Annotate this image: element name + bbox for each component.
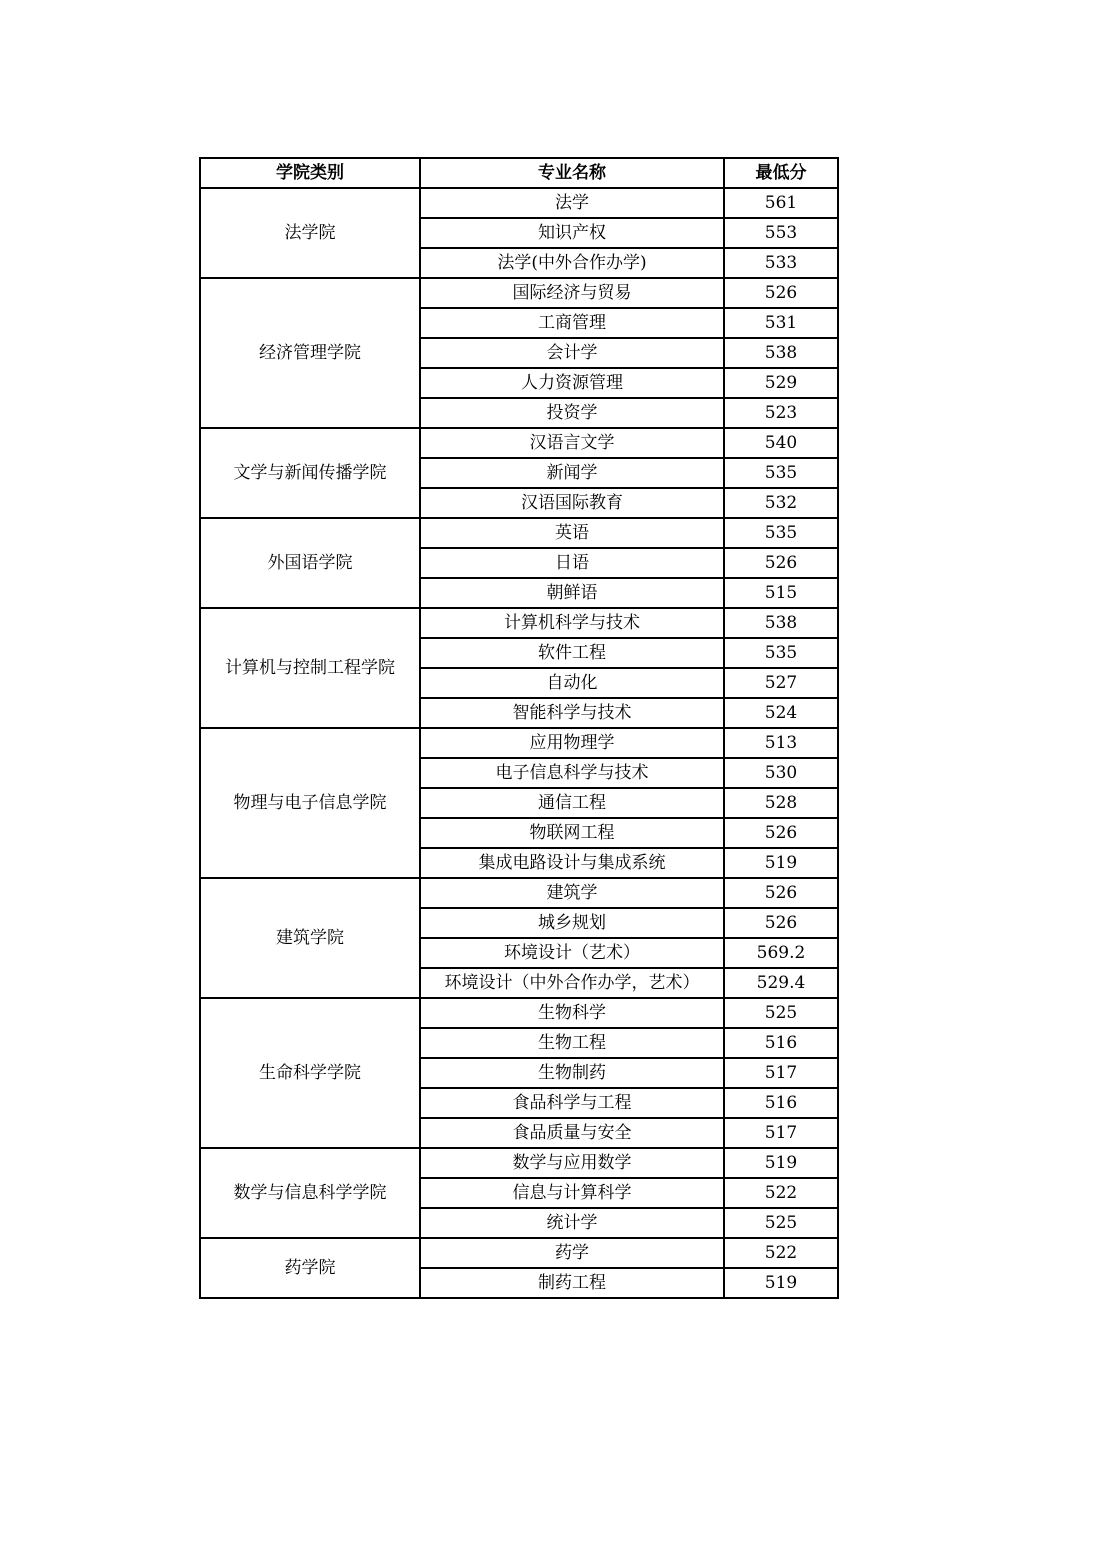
major-cell: 汉语言文学	[420, 428, 724, 458]
major-cell: 法学(中外合作办学)	[420, 248, 724, 278]
major-cell: 集成电路设计与集成系统	[420, 848, 724, 878]
major-cell: 智能科学与技术	[420, 698, 724, 728]
major-cell: 药学	[420, 1238, 724, 1268]
major-cell: 食品科学与工程	[420, 1088, 724, 1118]
min-score-cell: 526	[724, 908, 838, 938]
major-cell: 工商管理	[420, 308, 724, 338]
major-cell: 计算机科学与技术	[420, 608, 724, 638]
min-score-cell: 538	[724, 338, 838, 368]
major-cell: 日语	[420, 548, 724, 578]
major-cell: 法学	[420, 188, 724, 218]
min-score-cell: 553	[724, 218, 838, 248]
header-row	[200, 158, 838, 188]
table-row	[200, 278, 838, 308]
major-cell: 食品质量与安全	[420, 1118, 724, 1148]
min-score-cell: 519	[724, 1148, 838, 1178]
college-cell: 生命科学学院	[200, 998, 420, 1148]
min-score-cell: 522	[724, 1238, 838, 1268]
table-row	[200, 188, 838, 218]
major-cell: 电子信息科学与技术	[420, 758, 724, 788]
major-cell: 物联网工程	[420, 818, 724, 848]
min-score-cell: 519	[724, 848, 838, 878]
min-score-cell: 561	[724, 188, 838, 218]
min-score-cell: 526	[724, 818, 838, 848]
min-score-cell: 527	[724, 668, 838, 698]
min-score-cell: 569.2	[724, 938, 838, 968]
table-row	[200, 608, 838, 638]
table-row	[200, 728, 838, 758]
major-cell: 统计学	[420, 1208, 724, 1238]
min-score-cell: 519	[724, 1268, 838, 1298]
college-cell: 外国语学院	[200, 518, 420, 608]
major-cell: 生物科学	[420, 998, 724, 1028]
min-score-cell: 535	[724, 638, 838, 668]
min-score-cell: 517	[724, 1118, 838, 1148]
min-score-cell: 531	[724, 308, 838, 338]
min-score-cell: 533	[724, 248, 838, 278]
min-score-cell: 525	[724, 998, 838, 1028]
major-cell: 信息与计算科学	[420, 1178, 724, 1208]
major-cell: 生物工程	[420, 1028, 724, 1058]
college-cell: 物理与电子信息学院	[200, 728, 420, 878]
college-cell: 计算机与控制工程学院	[200, 608, 420, 728]
major-cell: 会计学	[420, 338, 724, 368]
major-cell: 新闻学	[420, 458, 724, 488]
min-score-cell: 524	[724, 698, 838, 728]
college-cell: 数学与信息科学学院	[200, 1148, 420, 1238]
min-score-cell: 526	[724, 278, 838, 308]
min-score-cell: 517	[724, 1058, 838, 1088]
major-cell: 国际经济与贸易	[420, 278, 724, 308]
min-score-cell: 538	[724, 608, 838, 638]
table-body	[200, 188, 838, 1298]
table-row	[200, 1148, 838, 1178]
major-cell: 英语	[420, 518, 724, 548]
major-cell: 知识产权	[420, 218, 724, 248]
major-cell: 自动化	[420, 668, 724, 698]
min-score-cell: 532	[724, 488, 838, 518]
min-score-cell: 526	[724, 878, 838, 908]
major-cell: 城乡规划	[420, 908, 724, 938]
min-score-cell: 522	[724, 1178, 838, 1208]
admission-score-table	[199, 157, 839, 1299]
table-row	[200, 878, 838, 908]
major-cell: 软件工程	[420, 638, 724, 668]
college-cell: 文学与新闻传播学院	[200, 428, 420, 518]
min-score-cell: 535	[724, 458, 838, 488]
header-college: 学院类别	[200, 158, 420, 188]
college-cell: 建筑学院	[200, 878, 420, 998]
min-score-cell: 530	[724, 758, 838, 788]
min-score-cell: 528	[724, 788, 838, 818]
header-min-score: 最低分	[724, 158, 838, 188]
table-row	[200, 1238, 838, 1268]
min-score-cell: 516	[724, 1088, 838, 1118]
major-cell: 建筑学	[420, 878, 724, 908]
min-score-cell: 535	[724, 518, 838, 548]
major-cell: 汉语国际教育	[420, 488, 724, 518]
major-cell: 朝鲜语	[420, 578, 724, 608]
major-cell: 投资学	[420, 398, 724, 428]
table-row	[200, 428, 838, 458]
min-score-cell: 525	[724, 1208, 838, 1238]
college-cell: 法学院	[200, 188, 420, 278]
major-cell: 生物制药	[420, 1058, 724, 1088]
min-score-cell: 523	[724, 398, 838, 428]
major-cell: 人力资源管理	[420, 368, 724, 398]
major-cell: 通信工程	[420, 788, 724, 818]
major-cell: 制药工程	[420, 1268, 724, 1298]
min-score-cell: 526	[724, 548, 838, 578]
major-cell: 数学与应用数学	[420, 1148, 724, 1178]
header-major: 专业名称	[420, 158, 724, 188]
major-cell: 应用物理学	[420, 728, 724, 758]
college-cell: 经济管理学院	[200, 278, 420, 428]
table-row	[200, 518, 838, 548]
major-cell: 环境设计（中外合作办学，艺术）	[420, 968, 724, 998]
min-score-cell: 516	[724, 1028, 838, 1058]
min-score-cell: 513	[724, 728, 838, 758]
table-row	[200, 998, 838, 1028]
college-cell: 药学院	[200, 1238, 420, 1298]
min-score-cell: 529.4	[724, 968, 838, 998]
min-score-cell: 540	[724, 428, 838, 458]
min-score-cell: 529	[724, 368, 838, 398]
major-cell: 环境设计（艺术）	[420, 938, 724, 968]
min-score-cell: 515	[724, 578, 838, 608]
